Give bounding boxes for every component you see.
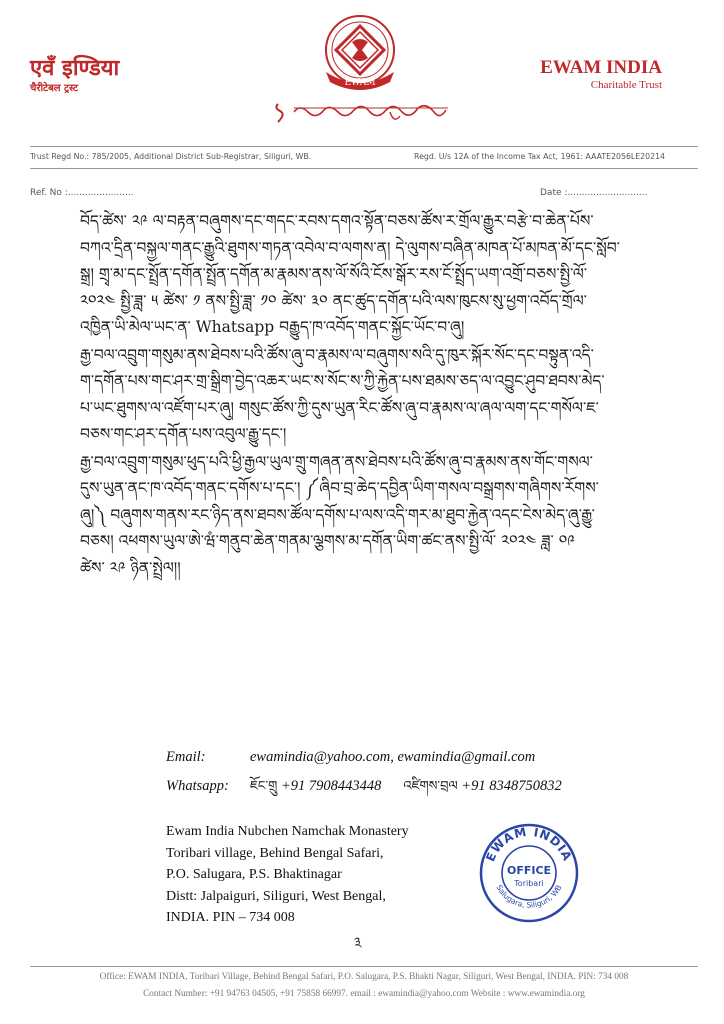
whatsapp-label: Whatsapp: bbox=[166, 778, 229, 794]
address-line: Toribari village, Behind Bengal Safari, bbox=[166, 845, 384, 861]
body-line: ཞུ།༽ བཞུགས་གནས་རང་ཉིད་ནས་ཐབས་ཚོལ་དགོས་པ་ལས་འདི་གར་མ་ཐུབ་རྐྱེན་འདང་ངེས་མེད་ཞུ་རྒྱུ་ bbox=[80, 505, 595, 524]
stamp-top-text: EWAM INDIA bbox=[483, 824, 575, 864]
stamp-bottom-text: Salugara, Siliguri, WB bbox=[494, 883, 564, 910]
body-line: ག་དགོན་པས་གང་ཤར་གྲ་སྒྲིག་བྱེད་འཆར་ཡང་ས་སོང་ས་ཀྱི་རྐྱེན་པས་ཐམས་ཅད་ལ་འབྱུང་ཤུབ་ཐབས་མེད་ bbox=[80, 372, 605, 390]
body-line: བཀའ་དྲིན་བསྐྱལ་གནང་རྒྱུའི་ཐུགས་གཏན་འབེལ་བ་ལགས་ན། དེ་ལུགས་བཞིན་མཁན་པོ་མཁན་མོ་དང་སློབ་ bbox=[80, 238, 620, 257]
hindi-org-subtitle: चैरीटेबल ट्रस्ट bbox=[30, 83, 79, 94]
english-org-subtitle: Charitable Trust bbox=[590, 79, 662, 91]
svg-text:EWAM INDIA bbox=[483, 825, 575, 864]
tibetan-motto-calligraphy bbox=[190, 98, 530, 132]
trust-registration: Trust Regd No.: 785/2005, Additional District Sub-Registrar, Siliguri, WB. bbox=[30, 152, 312, 161]
body-line: རྒྱ་བལ་འབྲུག་གསུམ་ཕུད་པའི་ཕྱི་རྒྱལ་ཡུལ་གྲུ་གཞན་ནས་ཐེབས་པའི་ཚོས་ཞུ་བ་རྣམས་ནས་གོང་གསལ་ bbox=[80, 452, 593, 471]
phone-number-1[interactable]: +91 7908443448 bbox=[280, 778, 382, 794]
body-line: ཚེས་ ༢༩ ཉིན་སྤྲེལ།། bbox=[80, 558, 181, 577]
date-field: Date :............................ bbox=[540, 188, 648, 198]
whatsapp-row bbox=[166, 771, 562, 793]
email-link-1[interactable]: ewamindia@yahoo.com, bbox=[250, 749, 394, 765]
footer-divider bbox=[30, 966, 698, 967]
ref-number-field: Ref. No :....................... bbox=[30, 188, 134, 198]
phone-contact-name-1: ཇོང་གྲུ bbox=[250, 779, 278, 794]
body-line: བཅས། འཕགས་ཡུལ་ཨེ་ཝཾ་གནུབ་ཆེན་གནམ་ལྕགས་མ་དགོན་ཡིག་ཚང་ནས་སྤྱི་ལོ་ ༢༠༢༤ ཟླ་ ༠༩ bbox=[80, 532, 576, 550]
registration-divider bbox=[30, 168, 698, 169]
english-org-name: EWAM INDIA bbox=[540, 57, 662, 78]
body-line: རྒྱ་བལ་འབྲུག་གསུམ་ནས་ཐེབས་པའི་ཚོས་ཞུ་བ་རྣམས་ལ་བཞུགས་སའི་དུ་ཁུར་སྐོར་སོང་དང་བསྟུན་འདི་ bbox=[80, 345, 594, 364]
body-line: སྒྲ། གྲྭ་མ་དང་སྤྲོན་དགོན་སྤྲོན་དགོན་མ་རྣམས་ནས་ལོ་སོའི་ངོས་སྒོར་རས་ངོ་སྤྲོད་ཡག་འགྲོ་བཅས་སྤྱི་ལོ་ bbox=[80, 265, 588, 283]
address-line: INDIA. PIN – 734 008 bbox=[166, 910, 295, 925]
letter-body bbox=[80, 208, 690, 581]
page-number: ༣ bbox=[354, 934, 362, 952]
phone-number-2[interactable]: +91 8348750832 bbox=[461, 778, 562, 794]
body-line: འཁྱིན་ཡི་མེལ་ཡང་ན་ Whatsapp བརྒྱུད་ཁ་འབོད་གནང་སྐྱོང་ཡོང་བ་ཞུ། bbox=[80, 318, 465, 336]
office-stamp-icon bbox=[478, 822, 580, 924]
body-line: པ་ཡང་ཐུགས་ལ་འཛོག་པར་ཞུ། གསུང་ཚོས་ཀྱི་དུས་ཡུན་རིང་ཚོས་ཞུ་བ་རྣམས་ལ་ཞལ་ལག་དང་གསོལ་ཇ་ bbox=[80, 398, 599, 417]
contact-block bbox=[166, 749, 562, 793]
body-line: བོད་ཚེས་ ༢༩ ལ་བརྟན་བཞུགས་དང་གདང་རབས་དགའ་སྟོན་བཅས་ཚོས་ར་གྲོལ་རྒྱུར་བརྩེ་བ་ཆེན་པོས་ bbox=[80, 212, 594, 230]
stamp-office-text: OFFICE bbox=[506, 864, 552, 877]
logo-text: EWAM bbox=[344, 78, 376, 88]
stamp-location-text: Toribari bbox=[514, 879, 544, 888]
footer-contact-info: Contact Number: +91 94763 04505, +91 75858 66997. email : ewamindia@yahoo.com Website : www.ewamindia.org bbox=[143, 989, 585, 999]
email-link-2[interactable]: ewamindia@gmail.com bbox=[397, 749, 536, 765]
body-line: དུས་ཡུན་ནང་ཁ་འབོད་གནང་དགོས་པ་དང་། ༼ཞིབ་བྲ་ཆེད་དབྱིན་ཡིག་གསལ་བསྒྲགས་གཞིགས་རོགས་ bbox=[80, 479, 599, 497]
tax-registration: Regd. U/s 12A of the Income Tax Act, 1961: AAATE2056LE20214 bbox=[414, 152, 665, 161]
address-line: Ewam India Nubchen Namchak Monastery bbox=[166, 824, 409, 839]
header-divider bbox=[30, 146, 698, 147]
body-line: བཅས་གང་ཤར་དགོན་པས་འབུལ་རྒྱུ་དང་། bbox=[80, 425, 287, 443]
postal-address bbox=[166, 821, 409, 929]
address-line: P.O. Salugara, P.S. Bhaktinagar bbox=[166, 867, 342, 882]
address-line: Distt: Jalpaiguri, Siliguri, West Bengal, bbox=[166, 888, 386, 904]
ewam-emblem-icon bbox=[312, 10, 408, 96]
footer-office-address: Office: EWAM INDIA, Toribari Village, Behind Bengal Safari, P.O. Salugara, P.S. Bhakti Nagar, Siliguri, West Bengal, INDIA. PIN: 734 008 bbox=[99, 972, 629, 982]
email-label: Email: bbox=[166, 749, 206, 765]
email-row bbox=[166, 749, 562, 771]
body-line: ༢༠༢༤ སྤྱི་ཟླ་ ༥ ཚེས་ ༡ ནས་སྤྱི་ཟླ་ ༡༠ ཚེས་ ༣༠ ནང་ཚུད་དགོན་པའི་ལས་ཁུངས་སུ་ཕྱག་འབོད་གྲོལ་ bbox=[80, 291, 587, 310]
hindi-org-name: एवँ इण्डिया bbox=[30, 56, 120, 81]
phone-contact-name-2: འཛིགས་བྲལ bbox=[403, 779, 458, 794]
